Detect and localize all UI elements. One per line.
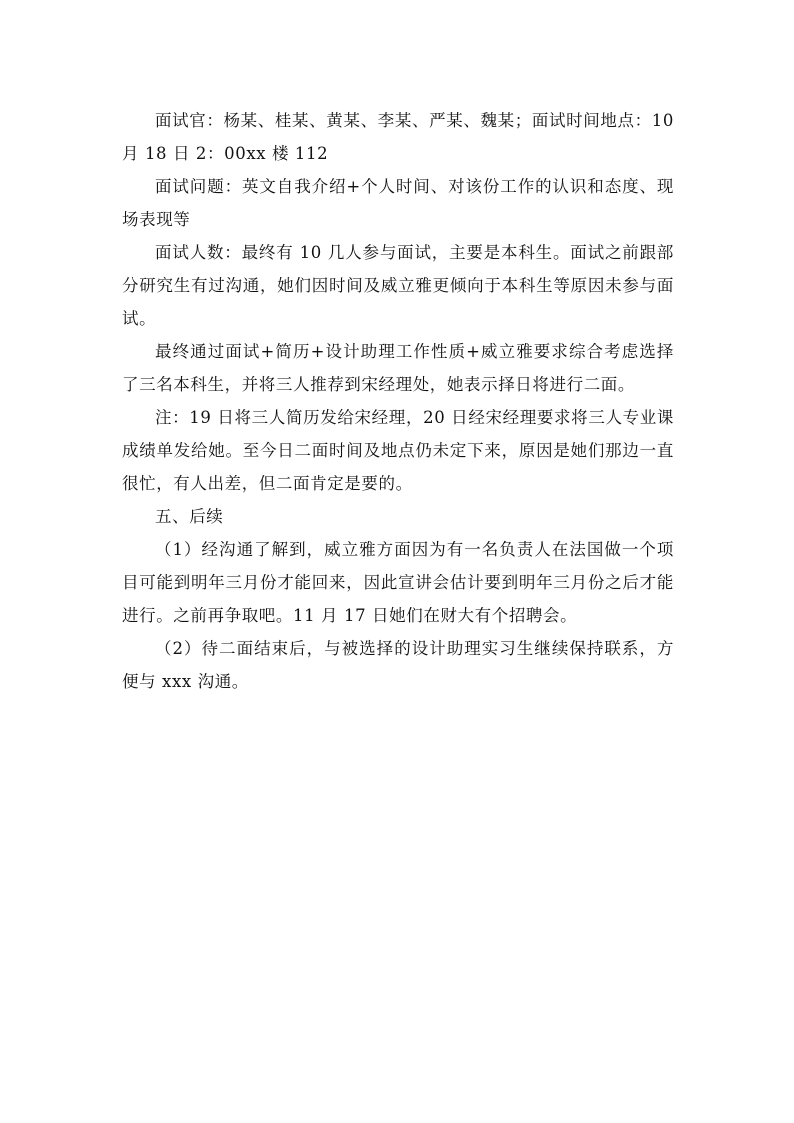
paragraph-follow-up-1: （1）经沟通了解到，威立雅方面因为有一名负责人在法国做一个项目可能到明年三月份才能回来，因此宣讲会估计要到明年三月份之后才能进行。之前再争取吧。11 月 17 日她们在财大有个招聘会。: [122, 540, 674, 625]
paragraph-final-selection: 最终通过面试+简历+设计助理工作性质+威立雅要求综合考虑选择了三名本科生，并将三人推荐到宋经理处，她表示择日将进行二面。: [122, 342, 674, 394]
paragraph-follow-up-2: （2）待二面结束后，与被选择的设计助理实习生继续保持联系，方便与 xxx 沟通。: [122, 639, 674, 691]
document-body: [122, 104, 674, 698]
paragraph-interviewers: 面试官：杨某、桂某、黄某、李某、严某、魏某；面试时间地点：10 月 18 日 2：00xx 楼 112: [122, 111, 674, 163]
paragraph-note: 注：19 日将三人简历发给宋经理，20 日经宋经理要求将三人专业课成绩单发给她。至今日二面时间及地点仍未定下来，原因是她们那边一直很忙，有人出差，但二面肯定是要的。: [122, 408, 674, 493]
paragraph-interview-questions: 面试问题：英文自我介绍+个人时间、对该份工作的认识和态度、现场表现等: [122, 177, 674, 229]
section-heading-follow-up: 五、后续: [155, 507, 224, 526]
paragraph-interview-count: 面试人数：最终有 10 几人参与面试，主要是本科生。面试之前跟部分研究生有过沟通，她们因时间及威立雅更倾向于本科生等原因未参与面试。: [122, 243, 674, 328]
